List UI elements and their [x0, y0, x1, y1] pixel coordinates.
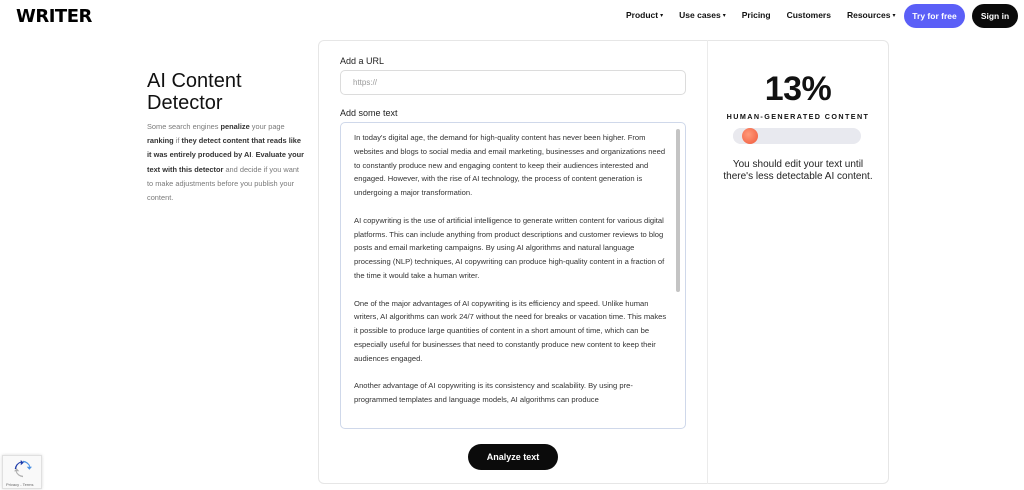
- score-value: 13%: [764, 70, 832, 108]
- score-label: HUMAN-GENERATED CONTENT: [726, 112, 870, 121]
- description-emphasis: Evaluate your text with this detector: [147, 150, 305, 174]
- writer-logo[interactable]: WRITER: [16, 6, 92, 27]
- description-emphasis: ranking: [147, 136, 174, 146]
- score-meter: [733, 128, 861, 144]
- top-navbar: [0, 0, 1024, 33]
- page-description: [147, 120, 307, 205]
- card-divider: [707, 40, 708, 484]
- description-text: your page: [249, 122, 285, 131]
- nav-item-label: Pricing: [741, 10, 771, 20]
- text-input-area[interactable]: [340, 122, 686, 429]
- text-paragraph: Another advantage of AI copywriting is its consistency and scalability. By using pre-programmed templates and language models, AI algorithms can produce: [354, 381, 633, 405]
- text-label: Add some text: [340, 108, 398, 118]
- recaptcha-icon: [14, 460, 32, 478]
- nav-item-use-cases[interactable]: [679, 10, 726, 20]
- textarea-scrollbar[interactable]: [676, 129, 680, 292]
- sign-in-button[interactable]: Sign in: [972, 4, 1018, 28]
- text-content[interactable]: [354, 131, 670, 421]
- analyze-text-button[interactable]: Analyze text: [468, 444, 558, 470]
- description-text: if: [173, 136, 182, 146]
- nav-item-label: Use cases: [679, 10, 721, 20]
- try-for-free-button[interactable]: Try for free: [904, 4, 965, 28]
- text-paragraph: In today's digital age, the demand for high-quality content has never been higher. From websites and blogs to social media and email marketing, businesses and organizations need to constantly produce new and engaging content to keep their audiences interested and engaged. However, with the rise of AI technology, the process of content generation is undergoing a major transformation.: [354, 133, 666, 198]
- nav-item-label: Resources: [846, 10, 891, 20]
- url-label: Add a URL: [340, 56, 385, 66]
- nav-item-pricing[interactable]: [742, 10, 771, 20]
- nav-item-label: Customers: [786, 10, 831, 20]
- description-emphasis: they detect content that reads like it was entirely produced by AI: [147, 136, 302, 160]
- recaptcha-links[interactable]: Privacy - Terms: [6, 482, 34, 487]
- url-input[interactable]: [340, 70, 686, 95]
- chevron-down-icon: ▾: [892, 12, 896, 19]
- nav-item-customers[interactable]: [787, 10, 831, 20]
- description-text: and decide if you want to make adjustments before you publish your content.: [147, 164, 299, 203]
- description-text: Some search engines: [147, 122, 221, 131]
- text-paragraph: AI copywriting is the use of artificial intelligence to generate written content for various digital platforms. This can include anything from product descriptions and customer reviews to blog posts and email marketing campaigns. By using AI algorithms and natural language processing (NLP) techniques, AI copywriting can produce high-quality content in a fraction of the time it would take a human writer.: [354, 215, 665, 280]
- description-emphasis: penalize: [220, 122, 250, 131]
- nav-item-product[interactable]: [626, 10, 663, 20]
- chevron-down-icon: ▾: [660, 12, 664, 19]
- nav-item-resources[interactable]: [847, 10, 895, 20]
- result-message: You should edit your text until there's less detectable AI content.: [723, 159, 873, 182]
- recaptcha-badge[interactable]: [2, 455, 42, 489]
- page-title: AI Content Detector: [147, 70, 242, 114]
- chevron-down-icon: ▾: [722, 12, 726, 19]
- text-paragraph: One of the major advantages of AI copywriting is its efficiency and speed. Unlike human writers, AI algorithms can work 24/7 without the need for breaks or vacation time. This makes it possible to produce large quantities of content in a short amount of time, which can be especially useful for businesses that need to constantly produce new content to keep their audiences engaged.: [354, 298, 667, 363]
- score-meter-knob: [742, 128, 758, 144]
- description-text: .: [251, 150, 256, 160]
- main-nav: [626, 10, 895, 20]
- nav-item-label: Product: [626, 10, 659, 20]
